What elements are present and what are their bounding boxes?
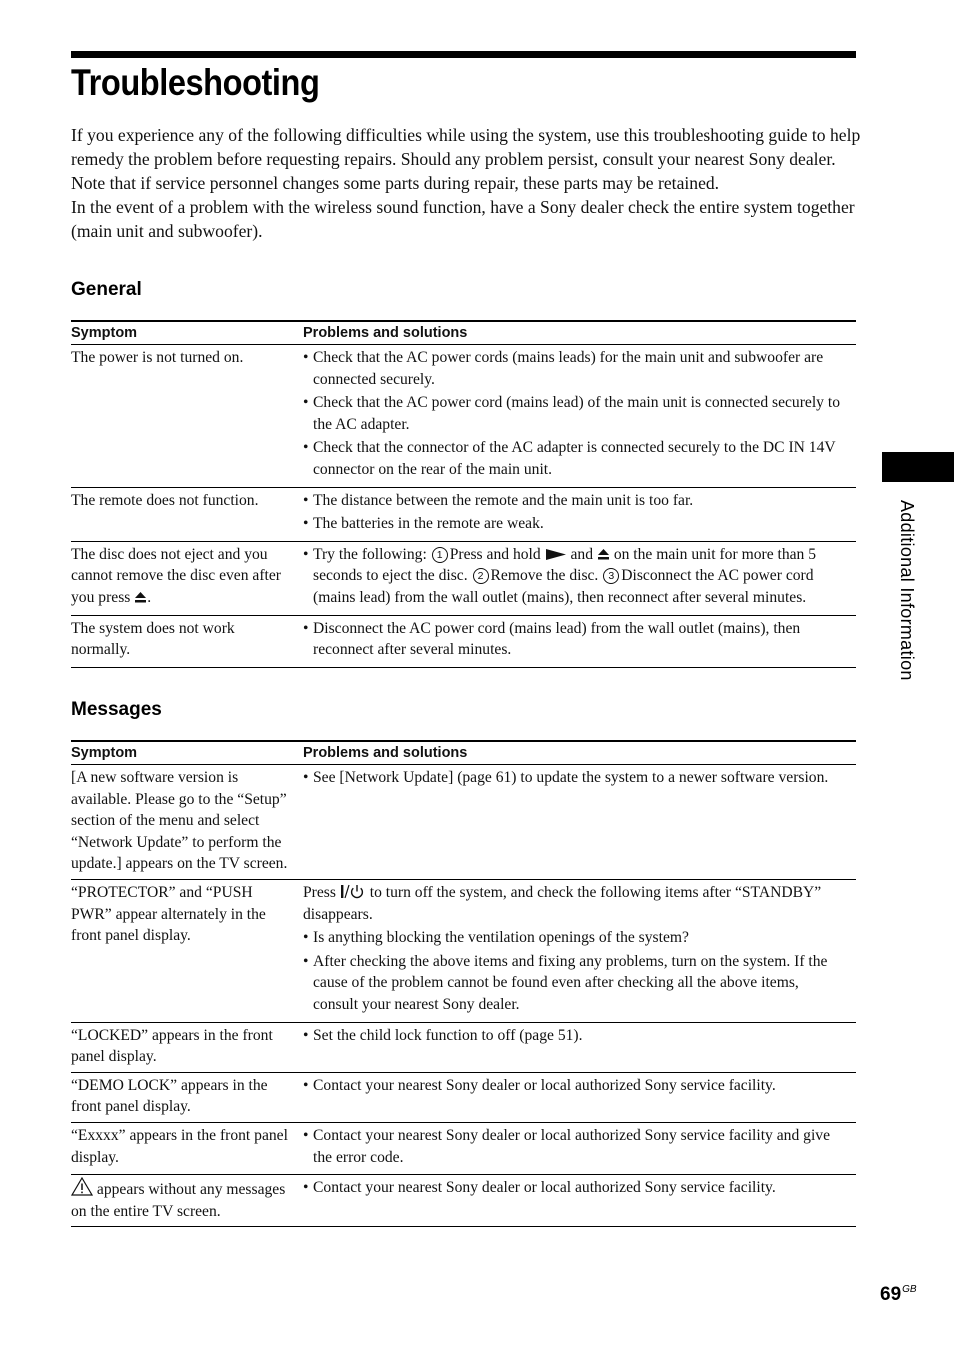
solution-item: • Contact your nearest Sony dealer or local authorized Sony service facility and give the error code. xyxy=(303,1125,846,1168)
section-heading-general: General xyxy=(71,279,142,300)
solution-cell xyxy=(303,765,856,880)
eject-icon xyxy=(134,591,147,604)
solution-item: • Disconnect the AC power cord (mains lead) from the wall outlet (mains), then reconnect after several minutes. xyxy=(303,618,846,661)
solution-item: • Check that the AC power cord (mains lead) of the main unit is connected securely to the AC adapter. xyxy=(303,392,846,435)
general-table xyxy=(71,320,856,668)
intro-paragraph: If you experience any of the following difficulties while using the system, use this troubleshooting guide to help remedy the problem before requesting repairs. Should any problem persist, consult your nearest Sony dealer. xyxy=(71,125,861,169)
table-header-row xyxy=(71,741,856,765)
table-row xyxy=(71,765,856,880)
title-rule xyxy=(71,51,856,58)
solution-item: • Check that the connector of the AC adapter is connected securely to the DC IN 14V connector on the rear of the main unit. xyxy=(303,437,846,480)
page-number-suffix: GB xyxy=(902,1284,917,1295)
symptom-cell: The system does not work normally. xyxy=(71,615,303,667)
solution-cell xyxy=(303,1072,856,1122)
table-row xyxy=(71,541,856,615)
column-header-symptom: Symptom xyxy=(71,321,303,345)
intro-text xyxy=(71,123,861,243)
solution-item: • Set the child lock function to off (page 51). xyxy=(303,1025,846,1047)
solution-item: • See [Network Update] (page 61) to update the system to a newer software version. xyxy=(303,767,846,789)
section-side-label: Additional Information xyxy=(897,500,917,681)
solution-cell xyxy=(303,1122,856,1174)
symptom-cell xyxy=(71,541,303,615)
table-row xyxy=(71,1072,856,1122)
table-row xyxy=(71,615,856,667)
messages-table xyxy=(71,740,856,1227)
eject-icon xyxy=(597,548,610,561)
solution-cell xyxy=(303,487,856,541)
symptom-cell: “LOCKED” appears in the front panel display. xyxy=(71,1022,303,1072)
solution-item: • The distance between the remote and the main unit is too far. xyxy=(303,490,846,512)
symptom-text-end: . xyxy=(147,588,152,606)
column-header-symptom: Symptom xyxy=(71,741,303,765)
table-row xyxy=(71,1022,856,1072)
section-heading-messages: Messages xyxy=(71,699,162,720)
solution-cell xyxy=(303,1022,856,1072)
solution-lead xyxy=(303,882,846,925)
symptom-cell: “PROTECTOR” and “PUSH PWR” appear alternately in the front panel display. xyxy=(71,879,303,1022)
symptom-text: appears without any messages on the entire TV screen. xyxy=(71,1181,286,1220)
lead-text-a: Press xyxy=(303,883,336,901)
symptom-cell xyxy=(71,1175,303,1227)
intro-paragraph: In the event of a problem with the wireless sound function, have a Sony dealer check the entire system together (main unit and subwoofer). xyxy=(71,197,855,241)
step-number-3: 3 xyxy=(603,568,619,584)
solution-cell xyxy=(303,1175,856,1227)
page-number xyxy=(880,1284,917,1306)
power-icon xyxy=(340,884,366,899)
symptom-cell: “Exxxx” appears in the front panel display. xyxy=(71,1122,303,1174)
solution-item: • Check that the AC power cords (mains leads) for the main unit and subwoofer are connected securely. xyxy=(303,347,846,390)
step-1-text-b: and xyxy=(570,545,593,563)
solution-cell xyxy=(303,541,856,615)
lead-text-b: to turn off the system, and check the following items after “STANDBY” disappears. xyxy=(303,883,822,923)
play-icon xyxy=(545,548,567,561)
step-1-text-c: on the main unit for more than 5 seconds to eject the disc. xyxy=(313,545,817,585)
table-row xyxy=(71,487,856,541)
solution-item: • Contact your nearest Sony dealer or local authorized Sony service facility. xyxy=(303,1075,846,1097)
step-3-text: Disconnect the AC power cord (mains lead) from the wall outlet (mains), then reconnect after several minutes. xyxy=(313,567,814,606)
symptom-cell: The remote does not function. xyxy=(71,487,303,541)
solution-item: • Is anything blocking the ventilation openings of the system? xyxy=(303,927,846,949)
step-2-text: Remove the disc. xyxy=(490,567,599,585)
step-1-text-a: Press and hold xyxy=(449,545,541,563)
table-row xyxy=(71,879,856,1022)
table-row xyxy=(71,1175,856,1227)
section-tab-marker xyxy=(882,452,954,482)
table-row xyxy=(71,345,856,488)
solution-cell xyxy=(303,345,856,488)
symptom-cell: The power is not turned on. xyxy=(71,345,303,488)
solution-item: • The batteries in the remote are weak. xyxy=(303,513,846,535)
symptom-cell: [A new software version is available. Please go to the “Setup” section of the menu and select “Network Update” to perform the update.] appears on the TV screen. xyxy=(71,765,303,880)
page-title: Troubleshooting xyxy=(71,62,320,103)
solution-cell xyxy=(303,879,856,1022)
symptom-cell: “DEMO LOCK” appears in the front panel display. xyxy=(71,1072,303,1122)
solution-item: • After checking the above items and fixing any problems, turn on the system. If the cause of the problem cannot be found even after checking all the above items, consult your nearest Sony dealer. xyxy=(303,951,846,1016)
table-header-row xyxy=(71,321,856,345)
steps-intro: Try the following: xyxy=(313,545,427,563)
table-row xyxy=(71,1122,856,1174)
column-header-solutions: Problems and solutions xyxy=(303,321,856,345)
solution-item: • Contact your nearest Sony dealer or local authorized Sony service facility. xyxy=(303,1177,846,1199)
solution-cell xyxy=(303,615,856,667)
intro-paragraph: Note that if service personnel changes some parts during repair, these parts may be retained. xyxy=(71,173,720,193)
solution-item xyxy=(303,544,846,609)
symptom-text: The disc does not eject and you cannot remove the disc even after you press xyxy=(71,545,281,606)
step-number-2: 2 xyxy=(473,568,489,584)
column-header-solutions: Problems and solutions xyxy=(303,741,856,765)
warning-icon xyxy=(71,1177,93,1196)
page-number-value: 69 xyxy=(880,1284,902,1305)
step-number-1: 1 xyxy=(432,547,448,563)
